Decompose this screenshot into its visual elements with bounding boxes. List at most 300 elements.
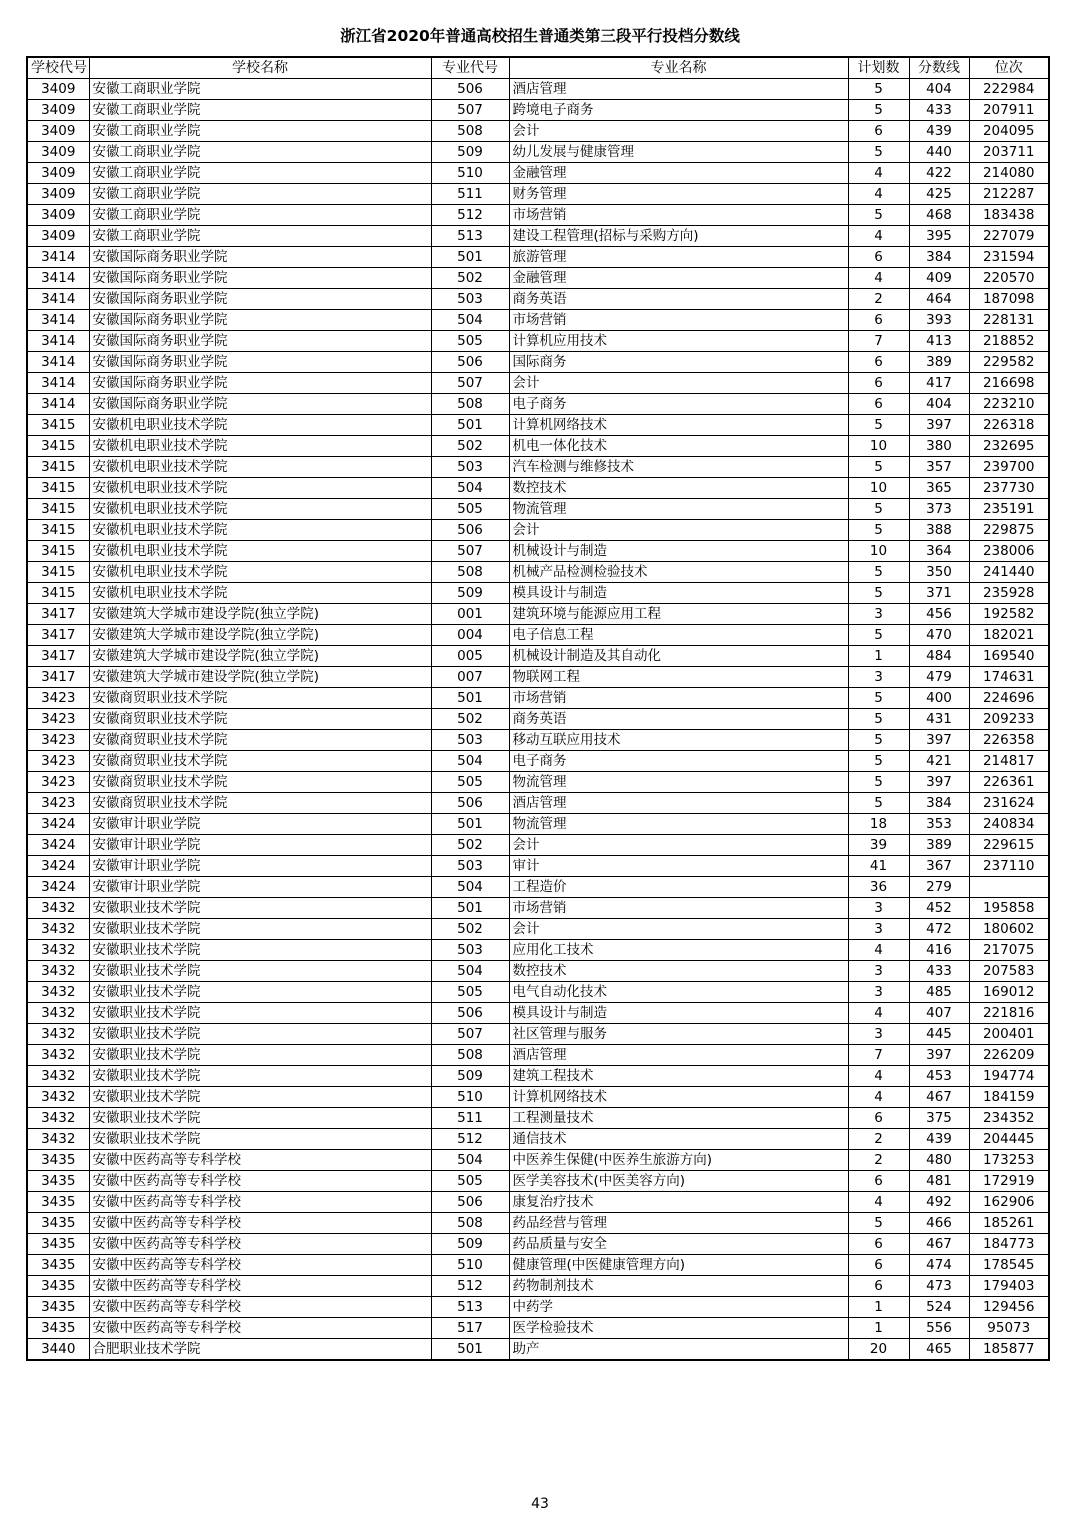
cell-major-code: 512	[431, 1129, 509, 1150]
cell-school-name: 安徽中医药高等专科学校	[89, 1192, 431, 1213]
table-row	[27, 289, 1049, 310]
cell-plan-count: 5	[848, 520, 909, 541]
table-row	[27, 478, 1049, 499]
cell-major-name: 医学美容技术(中医美容方向)	[509, 1171, 848, 1192]
cell-school-name: 安徽国际商务职业学院	[89, 289, 431, 310]
cell-school-code: 3435	[27, 1192, 89, 1213]
table-row	[27, 730, 1049, 751]
cell-school-code: 3435	[27, 1255, 89, 1276]
cell-school-name: 安徽国际商务职业学院	[89, 268, 431, 289]
cell-major-code: 506	[431, 1003, 509, 1024]
cell-school-code: 3417	[27, 604, 89, 625]
cell-rank: 212287	[969, 184, 1049, 205]
cell-major-code: 507	[431, 1024, 509, 1045]
cell-school-code: 3432	[27, 1024, 89, 1045]
cell-major-name: 审计	[509, 856, 848, 877]
cell-rank: 229582	[969, 352, 1049, 373]
cell-rank: 241440	[969, 562, 1049, 583]
cell-rank: 174631	[969, 667, 1049, 688]
cell-plan-count: 5	[848, 793, 909, 814]
cell-school-code: 3424	[27, 814, 89, 835]
cell-plan-count: 5	[848, 79, 909, 100]
table-row	[27, 331, 1049, 352]
table-row	[27, 1150, 1049, 1171]
cell-major-name: 财务管理	[509, 184, 848, 205]
cell-major-code: 507	[431, 541, 509, 562]
cell-score-line: 422	[909, 163, 969, 184]
table-row	[27, 415, 1049, 436]
cell-plan-count: 4	[848, 226, 909, 247]
cell-school-name: 安徽商贸职业技术学院	[89, 793, 431, 814]
table-row	[27, 625, 1049, 646]
cell-school-code: 3440	[27, 1339, 89, 1361]
cell-rank: 184773	[969, 1234, 1049, 1255]
cell-school-code: 3432	[27, 982, 89, 1003]
cell-school-name: 安徽职业技术学院	[89, 940, 431, 961]
cell-score-line: 470	[909, 625, 969, 646]
cell-plan-count: 5	[848, 100, 909, 121]
cell-rank: 239700	[969, 457, 1049, 478]
cell-major-code: 505	[431, 1171, 509, 1192]
cell-score-line: 397	[909, 730, 969, 751]
cell-score-line: 384	[909, 247, 969, 268]
cell-major-code: 503	[431, 940, 509, 961]
cell-major-code: 005	[431, 646, 509, 667]
cell-score-line: 440	[909, 142, 969, 163]
cell-score-line: 407	[909, 1003, 969, 1024]
cell-plan-count: 5	[848, 205, 909, 226]
cell-score-line: 397	[909, 772, 969, 793]
table-row	[27, 1255, 1049, 1276]
cell-school-code: 3409	[27, 142, 89, 163]
cell-school-code: 3435	[27, 1150, 89, 1171]
cell-plan-count: 10	[848, 541, 909, 562]
page-number: 43	[531, 1496, 549, 1512]
cell-school-code: 3409	[27, 184, 89, 205]
cell-score-line: 389	[909, 835, 969, 856]
cell-major-code: 504	[431, 877, 509, 898]
cell-score-line: 416	[909, 940, 969, 961]
cell-school-name: 安徽工商职业学院	[89, 79, 431, 100]
cell-score-line: 433	[909, 961, 969, 982]
table-row	[27, 1339, 1049, 1361]
cell-plan-count: 4	[848, 163, 909, 184]
table-row	[27, 1129, 1049, 1150]
cell-score-line: 485	[909, 982, 969, 1003]
cell-major-code: 503	[431, 289, 509, 310]
cell-school-code: 3423	[27, 772, 89, 793]
table-row	[27, 793, 1049, 814]
cell-school-code: 3415	[27, 436, 89, 457]
table-row	[27, 604, 1049, 625]
cell-school-name: 安徽机电职业技术学院	[89, 562, 431, 583]
cell-school-name: 安徽国际商务职业学院	[89, 373, 431, 394]
cell-score-line: 404	[909, 79, 969, 100]
column-header-school-code: 学校代号	[27, 57, 89, 79]
cell-school-code: 3423	[27, 751, 89, 772]
cell-school-name: 安徽机电职业技术学院	[89, 541, 431, 562]
table-header-row	[27, 57, 1049, 79]
cell-school-code: 3424	[27, 877, 89, 898]
cell-major-code: 509	[431, 142, 509, 163]
cell-plan-count: 4	[848, 268, 909, 289]
cell-major-name: 酒店管理	[509, 793, 848, 814]
table-row	[27, 373, 1049, 394]
table-row	[27, 1297, 1049, 1318]
table-row	[27, 1192, 1049, 1213]
cell-major-name: 计算机网络技术	[509, 415, 848, 436]
cell-major-code: 504	[431, 1150, 509, 1171]
table-row	[27, 163, 1049, 184]
cell-major-code: 503	[431, 856, 509, 877]
table-row	[27, 184, 1049, 205]
cell-plan-count: 5	[848, 457, 909, 478]
column-header-school-name: 学校名称	[89, 57, 431, 79]
column-header-plan-count: 计划数	[848, 57, 909, 79]
cell-major-name: 酒店管理	[509, 1045, 848, 1066]
cell-school-name: 安徽工商职业学院	[89, 226, 431, 247]
cell-score-line: 353	[909, 814, 969, 835]
cell-school-code: 3409	[27, 163, 89, 184]
cell-plan-count: 6	[848, 1171, 909, 1192]
cell-major-code: 508	[431, 121, 509, 142]
table-row	[27, 1066, 1049, 1087]
cell-major-name: 药品质量与安全	[509, 1234, 848, 1255]
cell-plan-count: 4	[848, 184, 909, 205]
cell-school-code: 3424	[27, 856, 89, 877]
cell-school-name: 安徽职业技术学院	[89, 1108, 431, 1129]
cell-major-name: 模具设计与制造	[509, 583, 848, 604]
cell-major-name: 康复治疗技术	[509, 1192, 848, 1213]
cell-school-name: 安徽建筑大学城市建设学院(独立学院)	[89, 625, 431, 646]
cell-school-code: 3409	[27, 121, 89, 142]
table-row	[27, 352, 1049, 373]
cell-major-code: 517	[431, 1318, 509, 1339]
cell-rank: 200401	[969, 1024, 1049, 1045]
cell-school-code: 3432	[27, 1066, 89, 1087]
table-row	[27, 667, 1049, 688]
cell-plan-count: 5	[848, 751, 909, 772]
cell-major-name: 金融管理	[509, 268, 848, 289]
cell-plan-count: 3	[848, 898, 909, 919]
cell-major-code: 511	[431, 184, 509, 205]
cell-score-line: 371	[909, 583, 969, 604]
cell-school-name: 安徽机电职业技术学院	[89, 583, 431, 604]
cell-major-name: 工程测量技术	[509, 1108, 848, 1129]
cell-school-name: 安徽中医药高等专科学校	[89, 1276, 431, 1297]
cell-rank: 222984	[969, 79, 1049, 100]
cell-score-line: 384	[909, 793, 969, 814]
table-row	[27, 835, 1049, 856]
cell-major-code: 507	[431, 100, 509, 121]
cell-major-code: 512	[431, 1276, 509, 1297]
table-row	[27, 1087, 1049, 1108]
cell-score-line: 404	[909, 394, 969, 415]
cell-plan-count: 10	[848, 436, 909, 457]
cell-school-code: 3414	[27, 394, 89, 415]
cell-major-code: 509	[431, 583, 509, 604]
table-row	[27, 751, 1049, 772]
cell-school-name: 安徽工商职业学院	[89, 142, 431, 163]
cell-school-name: 安徽机电职业技术学院	[89, 415, 431, 436]
cell-rank: 194774	[969, 1066, 1049, 1087]
cell-plan-count: 5	[848, 562, 909, 583]
cell-rank: 187098	[969, 289, 1049, 310]
cell-plan-count: 3	[848, 982, 909, 1003]
cell-major-name: 商务英语	[509, 709, 848, 730]
cell-major-name: 药物制剂技术	[509, 1276, 848, 1297]
cell-major-code: 506	[431, 793, 509, 814]
cell-rank: 231624	[969, 793, 1049, 814]
cell-major-code: 508	[431, 562, 509, 583]
cell-score-line: 474	[909, 1255, 969, 1276]
cell-score-line: 413	[909, 331, 969, 352]
cell-major-name: 数控技术	[509, 478, 848, 499]
table-row	[27, 709, 1049, 730]
cell-major-name: 市场营销	[509, 688, 848, 709]
cell-school-name: 安徽工商职业学院	[89, 205, 431, 226]
cell-rank: 231594	[969, 247, 1049, 268]
column-header-major-code: 专业代号	[431, 57, 509, 79]
cell-major-code: 506	[431, 79, 509, 100]
cell-rank: 195858	[969, 898, 1049, 919]
cell-school-code: 3415	[27, 499, 89, 520]
cell-school-name: 安徽中医药高等专科学校	[89, 1150, 431, 1171]
cell-major-code: 510	[431, 1255, 509, 1276]
cell-score-line: 393	[909, 310, 969, 331]
cell-school-code: 3432	[27, 898, 89, 919]
cell-school-name: 安徽商贸职业技术学院	[89, 688, 431, 709]
cell-major-code: 504	[431, 310, 509, 331]
cell-major-name: 电子商务	[509, 751, 848, 772]
cell-score-line: 425	[909, 184, 969, 205]
cell-score-line: 395	[909, 226, 969, 247]
cell-school-code: 3414	[27, 373, 89, 394]
cell-major-code: 501	[431, 415, 509, 436]
cell-school-name: 安徽工商职业学院	[89, 121, 431, 142]
cell-major-code: 502	[431, 919, 509, 940]
table-row	[27, 226, 1049, 247]
cell-rank: 218852	[969, 331, 1049, 352]
cell-rank: 172919	[969, 1171, 1049, 1192]
cell-school-name: 安徽职业技术学院	[89, 1024, 431, 1045]
cell-score-line: 350	[909, 562, 969, 583]
cell-school-code: 3435	[27, 1297, 89, 1318]
cell-school-code: 3414	[27, 268, 89, 289]
cell-score-line: 431	[909, 709, 969, 730]
cell-school-code: 3415	[27, 478, 89, 499]
cell-plan-count: 4	[848, 1087, 909, 1108]
column-header-rank: 位次	[969, 57, 1049, 79]
cell-school-code: 3432	[27, 940, 89, 961]
cell-school-name: 安徽商贸职业技术学院	[89, 772, 431, 793]
cell-score-line: 357	[909, 457, 969, 478]
cell-school-code: 3415	[27, 457, 89, 478]
cell-major-name: 机电一体化技术	[509, 436, 848, 457]
cell-school-code: 3415	[27, 415, 89, 436]
cell-score-line: 452	[909, 898, 969, 919]
table-header	[27, 57, 1049, 79]
cell-major-code: 502	[431, 835, 509, 856]
cell-school-name: 安徽机电职业技术学院	[89, 436, 431, 457]
cell-major-name: 医学检验技术	[509, 1318, 848, 1339]
cell-school-name: 安徽职业技术学院	[89, 1066, 431, 1087]
cell-school-code: 3435	[27, 1171, 89, 1192]
cell-rank: 226358	[969, 730, 1049, 751]
cell-major-code: 508	[431, 394, 509, 415]
cell-plan-count: 6	[848, 310, 909, 331]
table-row	[27, 457, 1049, 478]
cell-rank: 226209	[969, 1045, 1049, 1066]
cell-major-name: 机械产品检测检验技术	[509, 562, 848, 583]
cell-plan-count: 5	[848, 625, 909, 646]
cell-school-name: 安徽中医药高等专科学校	[89, 1297, 431, 1318]
cell-major-code: 501	[431, 247, 509, 268]
cell-major-name: 机械设计制造及其自动化	[509, 646, 848, 667]
cell-school-name: 安徽职业技术学院	[89, 1045, 431, 1066]
cell-school-code: 3435	[27, 1318, 89, 1339]
cell-major-name: 工程造价	[509, 877, 848, 898]
cell-score-line: 480	[909, 1150, 969, 1171]
table-row	[27, 1234, 1049, 1255]
page-title: 浙江省2020年普通高校招生普通类第三段平行投档分数线	[340, 27, 740, 45]
cell-school-name: 安徽中医药高等专科学校	[89, 1318, 431, 1339]
cell-plan-count: 5	[848, 499, 909, 520]
cell-major-code: 508	[431, 1213, 509, 1234]
cell-major-name: 会计	[509, 373, 848, 394]
cell-plan-count: 6	[848, 352, 909, 373]
cell-major-code: 509	[431, 1234, 509, 1255]
cell-major-code: 505	[431, 331, 509, 352]
cell-school-code: 3417	[27, 667, 89, 688]
cell-score-line: 375	[909, 1108, 969, 1129]
table-row	[27, 142, 1049, 163]
cell-score-line: 397	[909, 1045, 969, 1066]
cell-score-line: 465	[909, 1339, 969, 1361]
cell-school-code: 3432	[27, 919, 89, 940]
table-row	[27, 268, 1049, 289]
cell-rank: 217075	[969, 940, 1049, 961]
cell-major-code: 512	[431, 205, 509, 226]
cell-rank: 183438	[969, 205, 1049, 226]
cell-score-line: 466	[909, 1213, 969, 1234]
cell-school-code: 3423	[27, 730, 89, 751]
cell-score-line: 472	[909, 919, 969, 940]
cell-rank: 229615	[969, 835, 1049, 856]
table-row	[27, 919, 1049, 940]
cell-rank: 229875	[969, 520, 1049, 541]
cell-plan-count: 7	[848, 331, 909, 352]
cell-plan-count: 5	[848, 1213, 909, 1234]
table-row	[27, 1318, 1049, 1339]
cell-major-name: 建筑工程技术	[509, 1066, 848, 1087]
cell-school-name: 安徽职业技术学院	[89, 982, 431, 1003]
cell-school-name: 安徽机电职业技术学院	[89, 520, 431, 541]
table-row	[27, 205, 1049, 226]
cell-major-code: 505	[431, 499, 509, 520]
cell-major-name: 健康管理(中医健康管理方向)	[509, 1255, 848, 1276]
cell-score-line: 479	[909, 667, 969, 688]
cell-rank: 162906	[969, 1192, 1049, 1213]
cell-major-code: 503	[431, 457, 509, 478]
cell-score-line: 400	[909, 688, 969, 709]
cell-major-name: 数控技术	[509, 961, 848, 982]
cell-major-code: 508	[431, 1045, 509, 1066]
cell-plan-count: 5	[848, 415, 909, 436]
table-row	[27, 961, 1049, 982]
table-row	[27, 877, 1049, 898]
cell-major-name: 中医养生保健(中医养生旅游方向)	[509, 1150, 848, 1171]
cell-school-name: 安徽审计职业学院	[89, 856, 431, 877]
cell-major-name: 机械设计与制造	[509, 541, 848, 562]
cell-major-name: 物流管理	[509, 814, 848, 835]
cell-plan-count: 4	[848, 1192, 909, 1213]
cell-school-name: 安徽职业技术学院	[89, 919, 431, 940]
cell-major-code: 506	[431, 1192, 509, 1213]
cell-score-line: 473	[909, 1276, 969, 1297]
cell-school-code: 3424	[27, 835, 89, 856]
cell-score-line: 421	[909, 751, 969, 772]
cell-major-code: 506	[431, 520, 509, 541]
cell-plan-count: 7	[848, 1045, 909, 1066]
cell-plan-count: 4	[848, 1066, 909, 1087]
cell-major-name: 幼儿发展与健康管理	[509, 142, 848, 163]
cell-major-name: 应用化工技术	[509, 940, 848, 961]
table-row	[27, 79, 1049, 100]
cell-school-code: 3417	[27, 646, 89, 667]
cell-school-name: 安徽职业技术学院	[89, 898, 431, 919]
table-row	[27, 1024, 1049, 1045]
cell-plan-count: 2	[848, 1129, 909, 1150]
cell-school-code: 3409	[27, 79, 89, 100]
cell-rank: 226361	[969, 772, 1049, 793]
cell-major-code: 510	[431, 1087, 509, 1108]
cell-score-line: 456	[909, 604, 969, 625]
cell-school-code: 3414	[27, 352, 89, 373]
table-row	[27, 688, 1049, 709]
cell-major-name: 建筑环境与能源应用工程	[509, 604, 848, 625]
cell-plan-count: 2	[848, 1150, 909, 1171]
cell-plan-count: 6	[848, 247, 909, 268]
cell-school-name: 安徽工商职业学院	[89, 100, 431, 121]
cell-school-code: 3415	[27, 583, 89, 604]
cell-school-name: 安徽工商职业学院	[89, 163, 431, 184]
score-table-container	[26, 56, 1048, 1361]
cell-rank: 237730	[969, 478, 1049, 499]
cell-major-code: 502	[431, 436, 509, 457]
cell-rank: 182021	[969, 625, 1049, 646]
cell-major-code: 510	[431, 163, 509, 184]
cell-score-line: 464	[909, 289, 969, 310]
cell-school-code: 3415	[27, 562, 89, 583]
cell-school-code: 3435	[27, 1234, 89, 1255]
cell-school-name: 安徽机电职业技术学院	[89, 478, 431, 499]
cell-major-code: 501	[431, 1339, 509, 1361]
cell-major-name: 会计	[509, 121, 848, 142]
cell-rank: 184159	[969, 1087, 1049, 1108]
table-row	[27, 499, 1049, 520]
cell-major-code: 507	[431, 373, 509, 394]
cell-major-code: 511	[431, 1108, 509, 1129]
cell-major-name: 模具设计与制造	[509, 1003, 848, 1024]
table-row	[27, 541, 1049, 562]
cell-rank: 223210	[969, 394, 1049, 415]
cell-major-name: 计算机应用技术	[509, 331, 848, 352]
cell-plan-count: 6	[848, 1255, 909, 1276]
table-row	[27, 1276, 1049, 1297]
cell-score-line: 365	[909, 478, 969, 499]
cell-school-code: 3409	[27, 205, 89, 226]
